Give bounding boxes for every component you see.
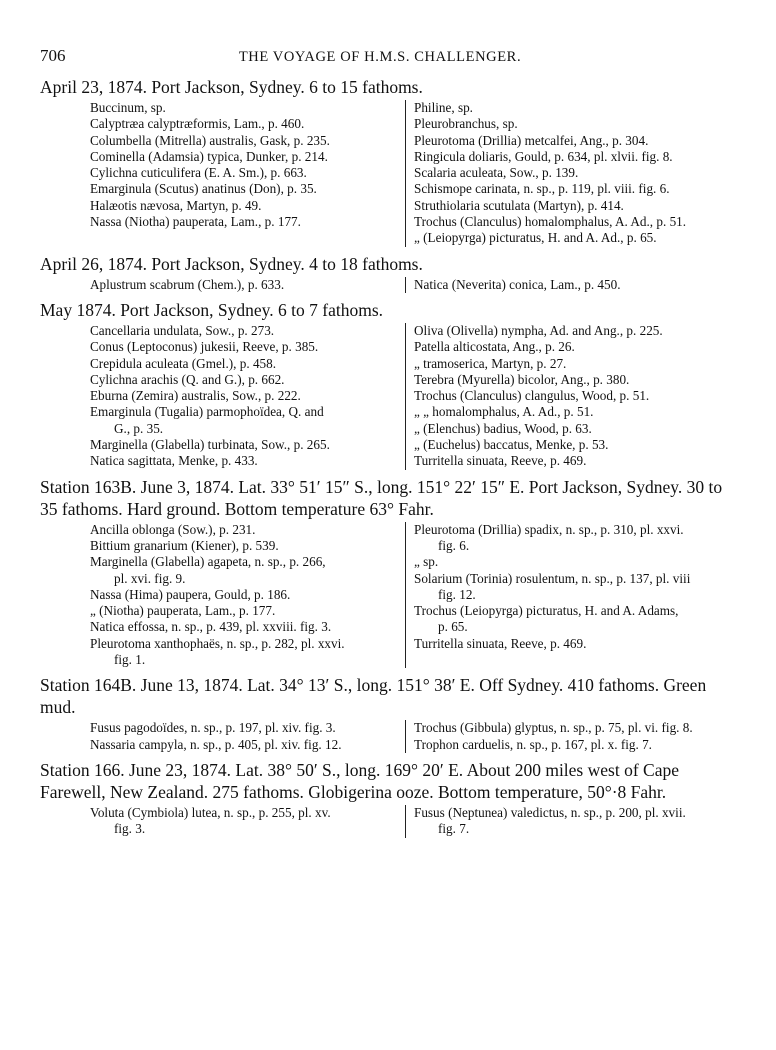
species-entry: „ „ homalomphalus, A. Ad., p. 51. (414, 404, 594, 420)
species-columns (40, 805, 730, 838)
species-entry: Solarium (Torinia) rosulentum, n. sp., p. 137, pl. viii (414, 570, 691, 586)
species-entry: fig. 6. (438, 537, 470, 553)
species-entry: Trochus (Clanculus) homalomphalus, A. Ad., p. 51. (414, 214, 687, 230)
species-entry: p. 65. (438, 619, 468, 635)
species-entry: Marginella (Glabella) agapeta, n. sp., p. 266, (90, 554, 326, 570)
species-entry: fig. 12. (438, 586, 476, 602)
station-section (40, 674, 730, 753)
species-column-left (40, 720, 405, 753)
species-entry: Natica sagittata, Menke, p. 433. (90, 453, 258, 469)
species-entry: Fusus pagodoïdes, n. sp., p. 197, pl. xiv. fig. 3. (90, 720, 336, 736)
species-entry: „ sp. (414, 554, 439, 570)
sections-container (40, 76, 730, 838)
section-heading: April 23, 1874. Port Jackson, Sydney. 6 to 15 fathoms. (40, 77, 423, 97)
species-entry: Eburna (Zemira) australis, Sow., p. 222. (90, 388, 301, 404)
species-entry: Halæotis nævosa, Martyn, p. 49. (90, 197, 262, 213)
species-entry: Schismope carinata, n. sp., p. 119, pl. viii. fig. 6. (414, 181, 670, 197)
page-number: 706 (40, 46, 66, 65)
species-entry: „ (Leiopyrga) picturatus, H. and A. Ad., p. 65. (414, 230, 657, 246)
species-entry: Scalaria aculeata, Sow., p. 139. (414, 165, 579, 181)
species-entry: Ancilla oblonga (Sow.), p. 231. (90, 521, 256, 537)
species-columns (40, 720, 730, 753)
species-entry: Bittium granarium (Kiener), p. 539. (90, 537, 279, 553)
species-entry: fig. 3. (114, 821, 146, 837)
species-entry: Marginella (Glabella) turbinata, Sow., p. 265. (90, 437, 330, 453)
section-heading: Station 163B. June 3, 1874. Lat. 33° 51′ 15″ S., long. 151° 22′ 15″ E. Port Jackson, Sydney. 30 to 35 fathoms. Hard ground. Bottom temperature 63° Fahr. (40, 476, 723, 519)
section-heading: April 26, 1874. Port Jackson, Sydney. 4 to 18 fathoms. (40, 253, 423, 274)
species-entry: Cylichna arachis (Q. and G.), p. 662. (90, 371, 285, 387)
species-entry: Nassaria campyla, n. sp., p. 405, pl. xiv. fig. 12. (90, 736, 342, 752)
species-entry: Turritella sinuata, Reeve, p. 469. (414, 635, 587, 651)
species-entry: Pleurotoma (Drillia) spadix, n. sp., p. 310, pl. xxvi. (414, 521, 684, 537)
species-entry: Trophon carduelis, n. sp., p. 167, pl. x. fig. 7. (414, 736, 652, 752)
species-entry: Fusus (Neptunea) valedictus, n. sp., p. 200, pl. xvii. (414, 804, 686, 820)
species-column-right (405, 522, 730, 669)
page (40, 46, 730, 838)
species-entry: Struthiolaria scutulata (Martyn), p. 414. (414, 197, 624, 213)
species-entry: Aplustrum scabrum (Chem.), p. 633. (90, 276, 285, 292)
species-columns (40, 522, 730, 669)
species-entry: Terebra (Myurella) bicolor, Ang., p. 380. (414, 371, 630, 387)
species-entry: Cylichna cuticulifera (E. A. Sm.), p. 663. (90, 165, 307, 181)
species-entry: Patella alticostata, Ang., p. 26. (414, 339, 575, 355)
species-entry: Nassa (Niotha) pauperata, Lam., p. 177. (90, 214, 301, 230)
species-entry: „ tramoserica, Martyn, p. 27. (414, 355, 567, 371)
species-column-right (405, 277, 730, 293)
species-entry: fig. 7. (438, 821, 470, 837)
species-entry: Cominella (Adamsia) typica, Dunker, p. 214. (90, 148, 328, 164)
species-column-left (40, 805, 405, 838)
species-entry: „ (Euchelus) baccatus, Menke, p. 53. (414, 437, 609, 453)
species-entry: Pleurobranchus, sp. (414, 116, 518, 132)
species-entry: Cancellaria undulata, Sow., p. 273. (90, 322, 275, 338)
species-entry: Emarginula (Scutus) anatinus (Don), p. 35. (90, 181, 317, 197)
species-entry: Trochus (Gibbula) glyptus, n. sp., p. 75, pl. vi. fig. 8. (414, 720, 693, 736)
station-section (40, 299, 730, 470)
section-heading: Station 166. June 23, 1874. Lat. 38° 50′ S., long. 169° 20′ E. About 200 miles west of Cape Farewell, New Zealand. 275 fathoms. Globigerina ooze. Bottom temperature, 50°·8 Fahr. (40, 759, 679, 802)
species-entry: G., p. 35. (114, 420, 164, 436)
species-entry: „ (Niotha) pauperata, Lam., p. 177. (90, 603, 276, 619)
species-entry: Voluta (Cymbiola) lutea, n. sp., p. 255, pl. xv. (90, 804, 331, 820)
species-columns (40, 277, 730, 293)
station-section (40, 759, 730, 838)
species-entry: Pleurotoma xanthophaës, n. sp., p. 282, pl. xxvi. (90, 635, 345, 651)
station-section (40, 76, 730, 247)
species-columns (40, 100, 730, 247)
species-entry: fig. 1. (114, 652, 146, 668)
species-entry: Calyptræa calyptræformis, Lam., p. 460. (90, 116, 305, 132)
species-entry: Trochus (Leiopyrga) picturatus, H. and A. Adams, (414, 603, 679, 619)
species-column-left (40, 522, 405, 669)
species-entry: Ringicula doliaris, Gould, p. 634, pl. xlvii. fig. 8. (414, 148, 673, 164)
species-column-left (40, 100, 405, 247)
species-column-left (40, 323, 405, 470)
species-entry: Trochus (Clanculus) clangulus, Wood, p. 51. (414, 388, 650, 404)
species-entry: Emarginula (Tugalia) parmophoïdea, Q. and (90, 404, 324, 420)
section-heading: Station 164B. June 13, 1874. Lat. 34° 13′ S., long. 151° 38′ E. Off Sydney. 410 fathoms. Green mud. (40, 675, 707, 718)
species-entry: Buccinum, sp. (90, 100, 166, 115)
species-column-right (405, 100, 730, 247)
section-heading: May 1874. Port Jackson, Sydney. 6 to 7 fathoms. (40, 299, 384, 320)
species-entry: Nassa (Hima) paupera, Gould, p. 186. (90, 586, 291, 602)
species-entry: pl. xvi. fig. 9. (114, 570, 186, 586)
species-entry: Oliva (Olivella) nympha, Ad. and Ang., p. 225. (414, 322, 663, 338)
species-entry: Crepidula aculeata (Gmel.), p. 458. (90, 355, 277, 371)
running-head (40, 46, 730, 70)
station-section (40, 476, 730, 669)
station-section (40, 253, 730, 293)
species-columns (40, 323, 730, 470)
species-column-right (405, 323, 730, 470)
running-title: THE VOYAGE OF H.M.S. CHALLENGER. (238, 49, 522, 65)
species-entry: Columbella (Mitrella) australis, Gask, p. 235. (90, 132, 330, 148)
species-entry: Natica (Neverita) conica, Lam., p. 450. (414, 276, 621, 292)
species-entry: „ (Elenchus) badius, Wood, p. 63. (414, 420, 592, 436)
species-entry: Philine, sp. (414, 100, 473, 115)
species-column-right (405, 720, 730, 753)
species-column-right (405, 805, 730, 838)
species-entry: Turritella sinuata, Reeve, p. 469. (414, 453, 587, 469)
species-entry: Pleurotoma (Drillia) metcalfei, Ang., p. 304. (414, 132, 649, 148)
species-entry: Natica effossa, n. sp., p. 439, pl. xxviii. fig. 3. (90, 619, 332, 635)
species-column-left (40, 277, 405, 293)
species-entry: Conus (Leptoconus) jukesii, Reeve, p. 385. (90, 339, 319, 355)
